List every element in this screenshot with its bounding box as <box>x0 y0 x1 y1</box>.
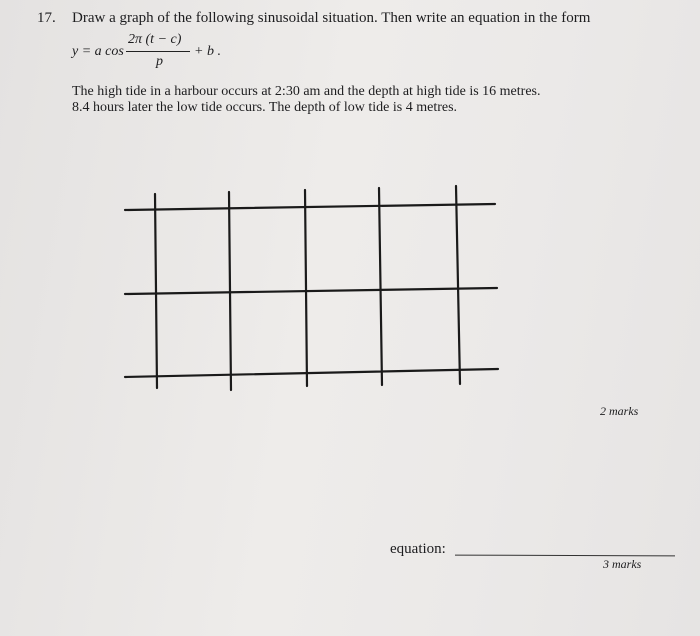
grid-line-horizontal <box>125 204 495 210</box>
grid-line-horizontal <box>125 288 497 294</box>
formula-denominator: p <box>156 54 163 69</box>
grid-line-vertical <box>155 194 157 388</box>
grid-line-vertical <box>379 188 382 385</box>
question-number: 17. <box>37 10 56 26</box>
formula-numerator: 2π (t − c) <box>128 32 182 47</box>
formula-lhs: y = a cos <box>72 44 124 59</box>
grid-line-vertical <box>305 190 307 386</box>
question-prompt: Draw a graph of the following sinusoidal situation. Then write an equation in the form <box>72 10 591 26</box>
equation-label: equation: <box>390 541 446 557</box>
grid-line-vertical <box>456 186 460 384</box>
grid-line-horizontal <box>125 369 498 377</box>
formula-rhs: + b . <box>194 44 221 59</box>
problem-line: 8.4 hours later the low tide occurs. The depth of low tide is 4 metres. <box>72 100 458 115</box>
problem-line: The high tide in a harbour occurs at 2:30 am and the depth at high tide is 16 metres. <box>72 84 541 99</box>
graph-marks: 2 marks <box>600 404 639 418</box>
grid-line-vertical <box>229 192 231 390</box>
equation-marks: 3 marks <box>603 557 642 571</box>
